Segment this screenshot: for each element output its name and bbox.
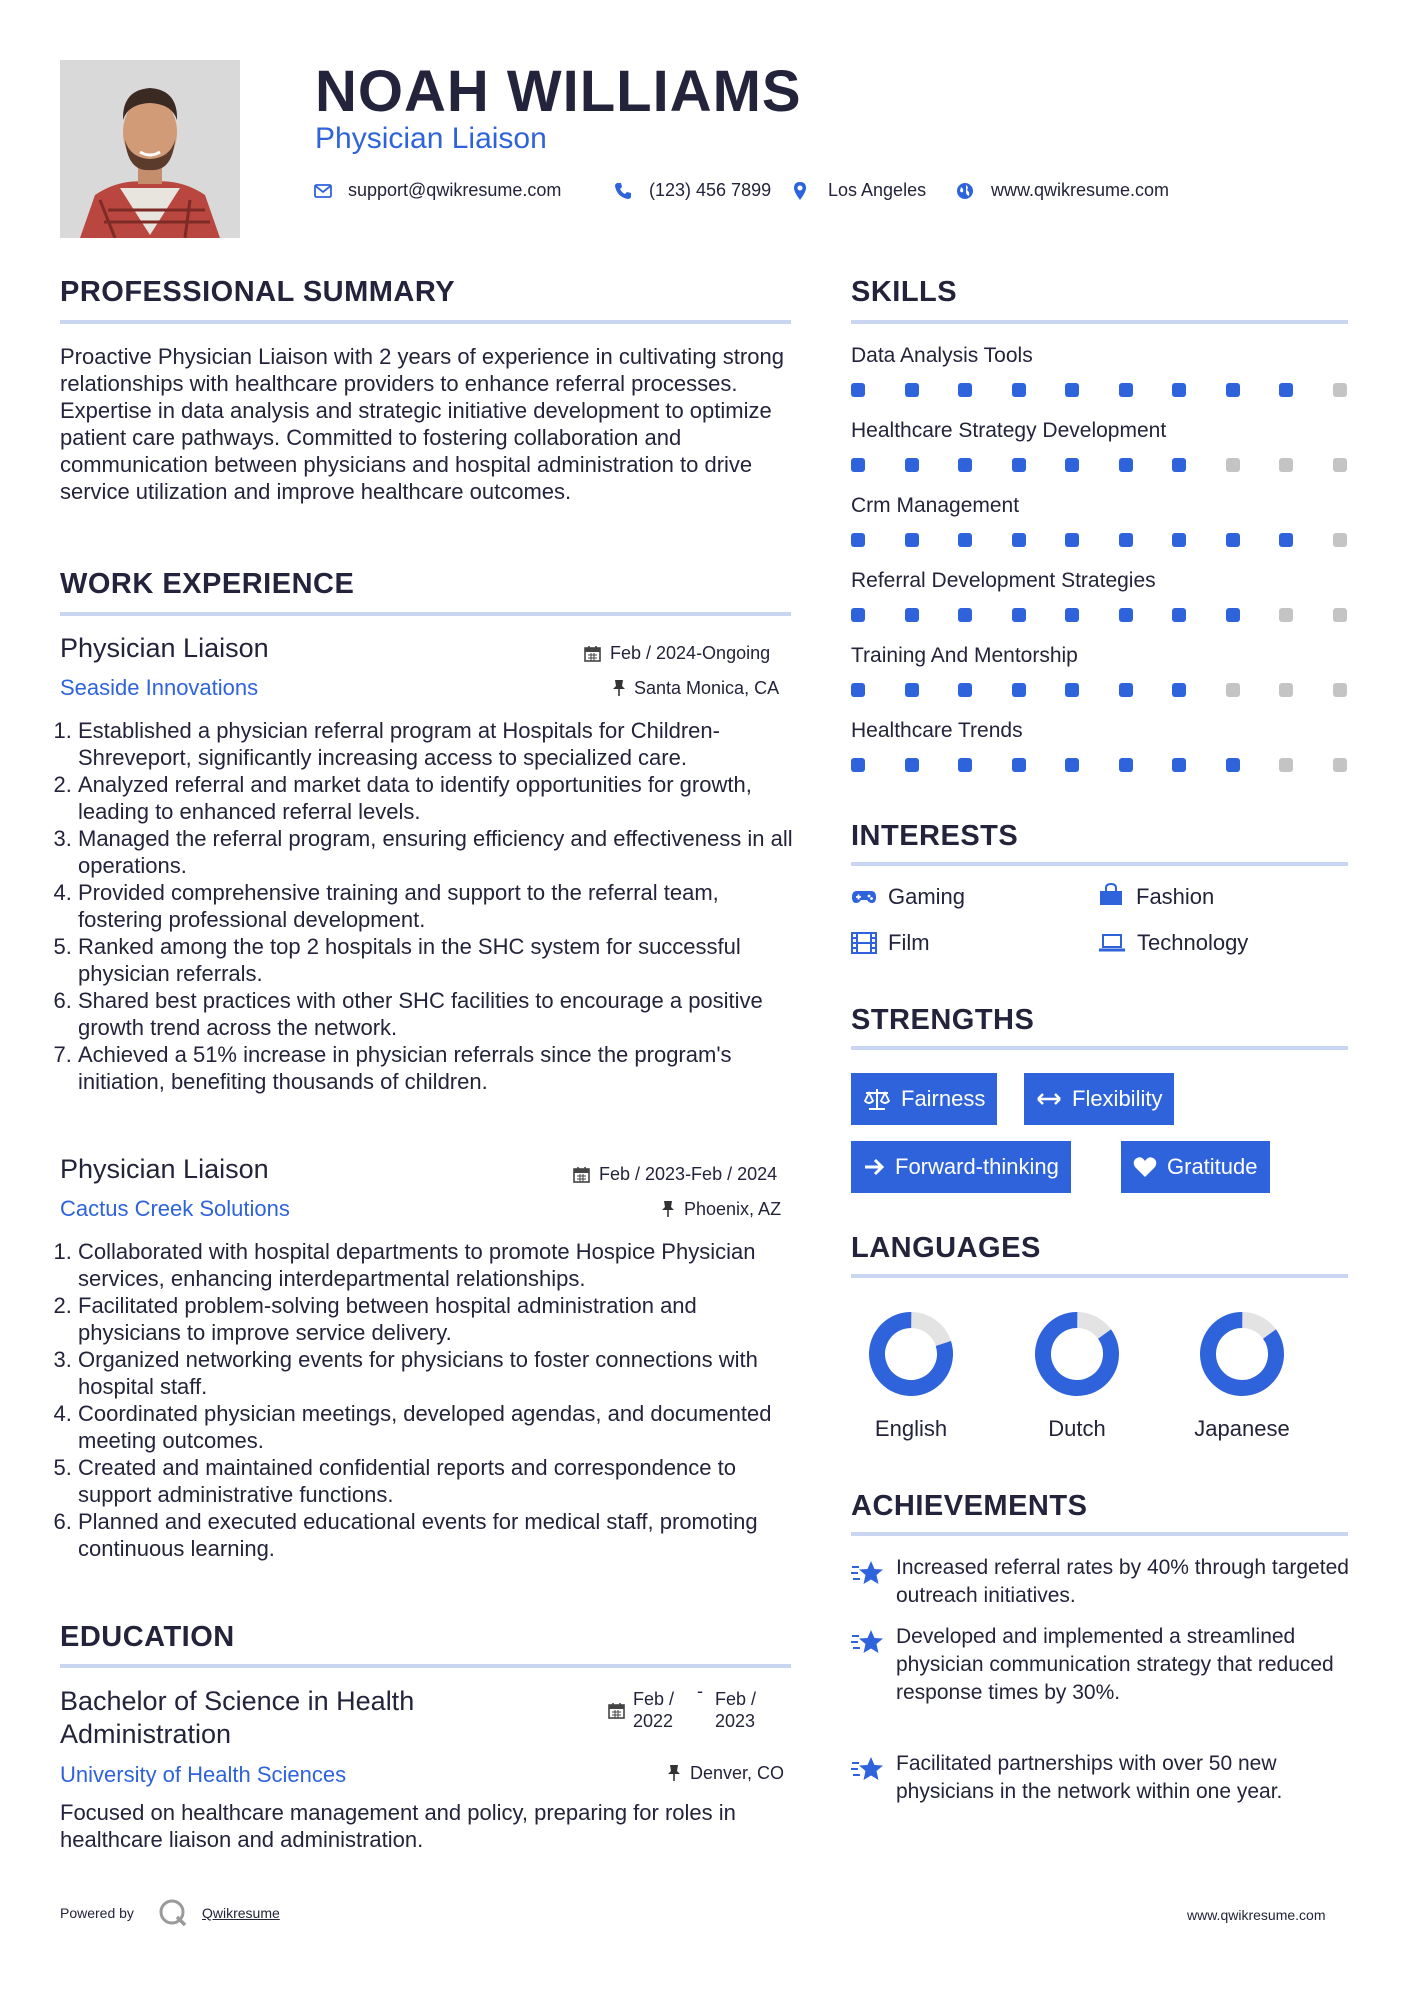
strengths-divider	[851, 1046, 1348, 1050]
interest-label: Film	[888, 930, 930, 955]
strength-tag	[1121, 1141, 1270, 1193]
skill-dot-empty	[1333, 458, 1347, 472]
arrow-right-icon	[863, 1157, 885, 1177]
skill-dot-empty	[1333, 608, 1347, 622]
summary-divider	[60, 320, 791, 324]
laptop-icon	[1098, 933, 1126, 958]
skill-dot-empty	[1333, 683, 1347, 697]
skill-name: Healthcare Trends	[851, 719, 1023, 742]
experience-divider	[60, 612, 791, 616]
skill-dot-filled	[1012, 458, 1026, 472]
ring-fill	[868, 1311, 954, 1397]
list-item: 2. Analyzed referral and market data to identify opportunities for growth, leading to enhanced referral levels.	[78, 771, 795, 825]
languages-heading: LANGUAGES	[851, 1232, 1041, 1264]
skill-dot-filled	[1119, 758, 1133, 772]
achievement-text: Facilitated partnerships with over 50 new physicians in the network within one year.	[896, 1752, 1283, 1803]
skill-dot-filled	[1172, 383, 1186, 397]
skill-dot-filled	[958, 383, 972, 397]
star-award-icon	[850, 1628, 884, 1661]
ring-fill	[1032, 1309, 1122, 1399]
summary-heading: PROFESSIONAL SUMMARY	[60, 276, 456, 308]
skill-dot-filled	[1279, 533, 1293, 547]
skill-dot-filled	[1012, 683, 1026, 697]
skill-dot-filled	[851, 683, 865, 697]
profile-photo	[60, 60, 240, 238]
strength-tag	[851, 1141, 1071, 1193]
phone-icon	[613, 181, 633, 201]
skill-dot-filled	[1065, 533, 1079, 547]
film-icon	[851, 932, 877, 959]
location-text: Los Angeles	[828, 180, 927, 200]
pin-icon	[661, 1200, 675, 1223]
edu-description: Focused on healthcare management and policy, preparing for roles in healthcare liaison and administration.	[60, 1800, 736, 1852]
list-item: 7. Achieved a 51% increase in physician referrals since the program's initiation, benefiting thousands of children.	[78, 1041, 795, 1095]
interests-heading: INTERESTS	[851, 820, 1019, 852]
list-item: 6. Shared best practices with other SHC facilities to encourage a positive growth trend across the network.	[78, 987, 795, 1041]
email-link[interactable]: support@qwikresume.com	[348, 180, 562, 200]
skill-name: Referral Development Strategies	[851, 569, 1156, 592]
list-item: 3. Organized networking events for physicians to foster connections with hospital staff.	[78, 1346, 795, 1400]
skill-dot-empty	[1279, 608, 1293, 622]
job-title: Physician Liaison	[60, 1154, 269, 1184]
skill-dot-filled	[1226, 383, 1240, 397]
degree-title: Bachelor of Science in Health	[60, 1686, 415, 1716]
list-item: 1. Established a physician referral program at Hospitals for Children-Shreveport, significantly increasing access to specialized care.	[78, 717, 795, 771]
list-item: 3. Managed the referral program, ensuring efficiency and effectiveness in all operations.	[78, 825, 795, 879]
skill-dot-empty	[1333, 758, 1347, 772]
powered-by-label: Powered by	[60, 1905, 134, 1921]
skill-dot-filled	[958, 758, 972, 772]
job-responsibilities	[60, 717, 795, 1095]
skill-dot-filled	[1119, 608, 1133, 622]
skill-name: Crm Management	[851, 494, 1020, 517]
skill-dot-empty	[1333, 383, 1347, 397]
shopping-bag-icon	[1098, 883, 1124, 912]
skill-dot-filled	[1065, 383, 1079, 397]
strength-label: Forward-thinking	[895, 1154, 1059, 1179]
website-link[interactable]: www.qwikresume.com	[991, 180, 1170, 200]
skill-dot-filled	[1012, 608, 1026, 622]
qwikresume-logo-icon	[158, 1898, 188, 1933]
skill-dot-filled	[958, 458, 972, 472]
skill-dot-filled	[1172, 758, 1186, 772]
star-award-icon	[850, 1559, 884, 1592]
skill-dot-empty	[1279, 758, 1293, 772]
skill-dot-filled	[1065, 458, 1079, 472]
interest-label: Gaming	[888, 884, 966, 909]
language-proficiency-ring	[1197, 1309, 1287, 1399]
skill-dot-empty	[1226, 458, 1240, 472]
skill-dot-filled	[1012, 383, 1026, 397]
skill-name: Healthcare Strategy Development	[851, 419, 1167, 442]
list-item: 5. Ranked among the top 2 hospitals in the SHC system for successful physician referrals.	[78, 933, 795, 987]
achievement-text: Developed and implemented a streamlined physician communication strategy that reduced response times by 30%.	[896, 1625, 1334, 1704]
school-name[interactable]: University of Health Sciences	[60, 1762, 347, 1787]
skill-dot-filled	[1226, 608, 1240, 622]
skill-dot-filled	[1119, 383, 1133, 397]
job-location: Santa Monica, CA	[634, 678, 780, 698]
strength-label: Fairness	[901, 1086, 986, 1111]
skill-dot-filled	[958, 608, 972, 622]
edu-end-month: Feb /	[715, 1689, 757, 1709]
skill-dot-filled	[851, 608, 865, 622]
interest-label: Fashion	[1136, 884, 1215, 909]
achievement-text: Increased referral rates by 40% through targeted outreach initiatives.	[896, 1556, 1349, 1607]
envelope-icon	[313, 181, 333, 201]
pin-icon	[612, 679, 626, 702]
star-award-icon	[850, 1755, 884, 1788]
experience-heading: WORK EXPERIENCE	[60, 568, 355, 600]
calendar-icon	[573, 1166, 590, 1188]
candidate-name: NOAH WILLIAMS	[315, 59, 802, 124]
pin-icon	[667, 1764, 681, 1787]
skill-dot-filled	[1065, 758, 1079, 772]
skill-dot-empty	[1226, 683, 1240, 697]
skill-name: Data Analysis Tools	[851, 344, 1033, 367]
skill-dot-empty	[1279, 458, 1293, 472]
job-location: Phoenix, AZ	[684, 1199, 782, 1219]
skill-dot-filled	[851, 458, 865, 472]
skill-dot-filled	[1172, 683, 1186, 697]
ring-fill	[1197, 1309, 1287, 1399]
language-proficiency-ring	[1032, 1309, 1122, 1399]
skill-dot-filled	[851, 758, 865, 772]
skill-dot-filled	[851, 533, 865, 547]
edu-range-dash: -	[697, 1681, 703, 1701]
skill-dot-filled	[1065, 683, 1079, 697]
job-date: Feb / 2023-Feb / 2024	[599, 1164, 778, 1184]
calendar-icon	[608, 1702, 625, 1724]
list-item: 2. Facilitated problem-solving between hospital administration and physicians to improve service delivery.	[78, 1292, 795, 1346]
map-pin-icon	[790, 181, 810, 201]
skill-name: Training And Mentorship	[851, 644, 1078, 667]
gamepad-icon	[851, 887, 877, 912]
skill-dot-filled	[905, 458, 919, 472]
language-proficiency-ring	[866, 1309, 956, 1399]
degree-title-cont: Administration	[60, 1719, 232, 1749]
skill-dot-filled	[1012, 758, 1026, 772]
skill-dot-filled	[905, 758, 919, 772]
skill-dot-filled	[905, 683, 919, 697]
skill-dot-empty	[1333, 533, 1347, 547]
edu-end-year: 2023	[715, 1711, 756, 1731]
list-item: 5. Created and maintained confidential reports and correspondence to support administrative functions.	[78, 1454, 795, 1508]
strength-tag	[1024, 1073, 1174, 1125]
strength-label: Flexibility	[1072, 1086, 1163, 1111]
strengths-heading: STRENGTHS	[851, 1004, 1035, 1036]
heart-icon	[1133, 1156, 1157, 1178]
skill-dot-filled	[1012, 533, 1026, 547]
skill-dot-filled	[1172, 533, 1186, 547]
interest-label: Technology	[1137, 930, 1249, 955]
skills-divider	[851, 320, 1348, 324]
skill-dot-filled	[1172, 458, 1186, 472]
arrows-horizontal-icon	[1036, 1089, 1062, 1109]
calendar-icon	[584, 645, 601, 667]
achievements-divider	[851, 1532, 1348, 1536]
language-name: English	[874, 1416, 948, 1441]
list-item: 6. Planned and executed educational events for medical staff, promoting continuous learning.	[78, 1508, 795, 1562]
company-name[interactable]: Seaside Innovations	[60, 675, 259, 700]
language-name: Dutch	[1048, 1416, 1106, 1441]
achievements-heading: ACHIEVEMENTS	[851, 1490, 1088, 1522]
interests-divider	[851, 862, 1348, 866]
edu-location: Denver, CO	[690, 1763, 785, 1783]
list-item: 1. Collaborated with hospital departments to promote Hospice Physician services, enhancing interdepartmental relationships.	[78, 1238, 795, 1292]
strength-label: Gratitude	[1167, 1154, 1258, 1179]
skill-dot-filled	[905, 533, 919, 547]
footer-website-link[interactable]: www.qwikresume.com	[1187, 1907, 1326, 1923]
skill-dot-filled	[905, 608, 919, 622]
skills-heading: SKILLS	[851, 276, 958, 308]
globe-icon	[955, 181, 975, 201]
brand-link[interactable]: Qwikresume	[202, 1905, 280, 1921]
balance-scale-icon	[863, 1087, 891, 1111]
summary-text: Proactive Physician Liaison with 2 years of experience in cultivating strong relationships with healthcare providers to enhance referral processes. Expertise in data analysis and strategic initiative development to optimize patient care pathways. Committed to fostering collaboration and communication between physicians and hospital administration to drive service utilization and improve healthcare outcomes.	[60, 344, 784, 504]
education-heading: EDUCATION	[60, 1621, 235, 1653]
job-title: Physician Liaison	[60, 633, 269, 663]
job-responsibilities	[60, 1238, 795, 1562]
skill-dot-filled	[1226, 533, 1240, 547]
edu-start-year: 2022	[633, 1711, 674, 1731]
skill-dot-filled	[1279, 383, 1293, 397]
skill-dot-filled	[851, 383, 865, 397]
edu-start-month: Feb /	[633, 1689, 675, 1709]
list-item: 4. Provided comprehensive training and support to the referral team, fostering professional development.	[78, 879, 795, 933]
skill-dot-filled	[1119, 683, 1133, 697]
candidate-title: Physician Liaison	[315, 122, 547, 155]
skill-dot-empty	[1279, 683, 1293, 697]
skill-dot-filled	[1172, 608, 1186, 622]
skill-dot-filled	[958, 683, 972, 697]
job-date: Feb / 2024-Ongoing	[610, 643, 771, 663]
languages-divider	[851, 1274, 1348, 1278]
strength-tag	[851, 1073, 997, 1125]
skill-dot-filled	[905, 383, 919, 397]
skill-dot-filled	[1119, 533, 1133, 547]
skill-dot-filled	[1065, 608, 1079, 622]
education-divider	[60, 1664, 791, 1668]
phone-number[interactable]: (123) 456 7899	[649, 180, 772, 200]
skill-dot-filled	[1226, 758, 1240, 772]
language-name: Japanese	[1194, 1416, 1290, 1441]
company-name[interactable]: Cactus Creek Solutions	[60, 1196, 290, 1221]
skill-dot-filled	[958, 533, 972, 547]
skill-dot-filled	[1119, 458, 1133, 472]
list-item: 4. Coordinated physician meetings, developed agendas, and documented meeting outcomes.	[78, 1400, 795, 1454]
